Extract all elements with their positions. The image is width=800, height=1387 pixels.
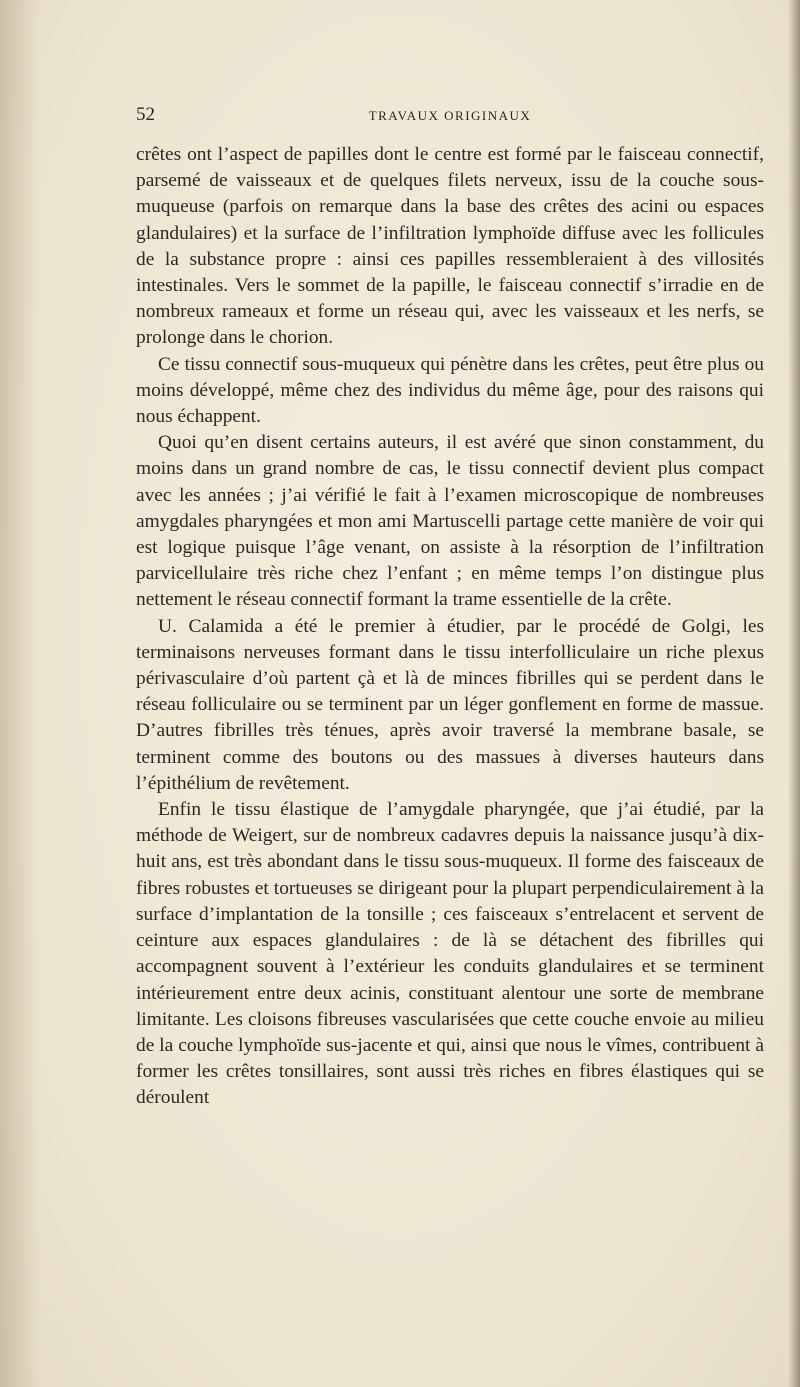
paragraph: Quoi qu’en disent certains auteurs, il est avéré que sinon constamment, du moins dans un grand nombre de cas, le tissu connectif devient plus compact avec les années ; j’ai vérifié le fait à l’examen microscopique de nombreuses amygdales pharyngées et mon ami Martuscelli partage cette manière de voir qui est logique puisque l’âge venant, on assiste à la résorption de l’infiltration parvicellulaire très riche chez l’enfant ; en même temps l’on distingue plus nettement le réseau connectif formant la trame essentielle de la crête. <box>136 432 764 611</box>
page-number: 52 <box>136 104 155 125</box>
paragraph: crêtes ont l’aspect de papilles dont le centre est formé par le faisceau connectif, parsemé de vaisseaux et de quelques filets nerveux, issu de la couche sous-muqueuse (parfois on remarque dans la base des crêtes des acini ou espaces glandulaires) et la surface de l’infiltration lymphoïde diffuse avec les follicules de la substance propre : ainsi ces papilles ressembleraient à des villosités intestinales. Vers le sommet de la papille, le faisceau connectif s’irradie en de nombreux rameaux et forme un réseau qui, avec les vaisseaux et les nerfs, se prolonge dans le chorion. <box>136 144 764 349</box>
body-text <box>136 142 764 1112</box>
paragraph: Ce tissu connectif sous-muqueux qui pénètre dans les crêtes, peut être plus ou moins développé, même chez des individus du même âge, pour des raisons qui nous échappent. <box>136 353 764 428</box>
paragraph: U. Calamida a été le premier à étudier, par le procédé de Golgi, les terminaisons nerveuses formant dans le tissu interfolliculaire un riche plexus périvasculaire d’où partent çà et là de minces fibrilles qui se perdent dans le réseau folliculaire ou se terminent par un léger gonflement en forme de massue. D’autres fibrilles très ténues, après avoir traversé la membrane basale, se terminent comme des boutons ou des massues à diverses hauteurs dans l’épithélium de revêtement. <box>136 615 764 794</box>
running-title: TRAVAUX ORIGINAUX <box>368 108 532 123</box>
paragraph: Enfin le tissu élastique de l’amygdale pharyngée, que j’ai étudié, par la méthode de Weigert, sur de nombreux cadavres depuis la naissance jusqu’à dix-huit ans, est très abondant dans le tissu sous-muqueux. Il forme des faisceaux de fibres robustes et tortueuses se dirigeant pour la plupart perpendiculairement à la surface d’implantation de la tonsille ; ces faisceaux s’entrelacent et servent de ceinture aux espaces glandulaires : de là se détachent des fibrilles qui accompagnent souvent à l’extérieur les conduits glandulaires et se terminent intérieurement entre deux acinis, constituant alentour une sorte de membrane limitante. Les cloisons fibreuses vascularisées que cette couche envoie au milieu de la couche lymphoïde sus-jacente et qui, ainsi que nous le vîmes, contribuent à former les crêtes tonsillaires, sont aussi très riches en fibres élastiques qui se déroulent <box>136 799 764 1109</box>
running-head <box>136 104 764 130</box>
